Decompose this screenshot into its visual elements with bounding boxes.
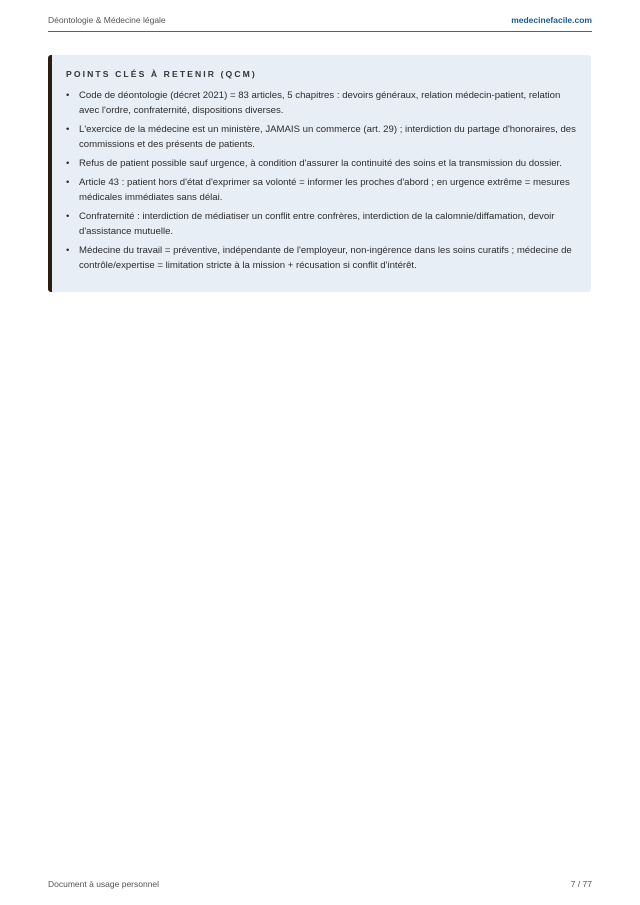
usage-note: Document à usage personnel	[48, 879, 160, 889]
bullet-icon: •	[66, 177, 70, 188]
page-header	[48, 0, 592, 32]
bullet-icon: •	[66, 211, 70, 222]
key-points-box	[48, 55, 591, 292]
key-point-item	[66, 175, 577, 205]
key-points-list	[66, 88, 577, 273]
key-point-item	[66, 122, 577, 152]
key-point-text: Refus de patient possible sauf urgence, à condition d'assurer la continuité des soins et la transmission du dossier.	[79, 158, 562, 169]
key-point-text: Médecine du travail = préventive, indépendante de l'employeur, non-ingérence dans les soins curatifs ; médecine de contrôle/expertise = limitation stricte à la mission + récusation si conflit d'intérêt.	[79, 245, 572, 271]
key-point-item	[66, 88, 577, 118]
key-point-text: L'exercice de la médecine est un ministère, JAMAIS un commerce (art. 29) ; interdiction du partage d'honoraires, des commissions et des présents de patients.	[79, 124, 576, 150]
page-footer	[48, 879, 592, 893]
key-point-item	[66, 209, 577, 239]
key-point-text: Confraternité : interdiction de médiatiser un conflit entre confrères, interdiction de la calomnie/diffamation, devoir d'assistance mutuelle.	[79, 211, 555, 237]
page-number: 7 / 77	[570, 879, 592, 889]
bullet-icon: •	[66, 90, 70, 101]
bullet-icon: •	[66, 245, 70, 256]
key-point-item	[66, 243, 577, 273]
key-point-text: Article 43 : patient hors d'état d'exprimer sa volonté = informer les proches d'abord ; en urgence extrême = mesures médicales immédiates sans délai.	[79, 177, 570, 203]
document-title: Déontologie & Médecine légale	[48, 15, 166, 25]
bullet-icon: •	[66, 158, 70, 169]
key-point-text: Code de déontologie (décret 2021) = 83 articles, 5 chapitres : devoirs généraux, relation médecin-patient, relation avec l'ordre, confraternité, dispositions diverses.	[79, 90, 561, 116]
site-name: medecinefacile.com	[511, 15, 592, 25]
key-point-item	[66, 156, 577, 171]
key-points-title: POINTS CLÉS À RETENIR (QCM)	[66, 69, 257, 79]
bullet-icon: •	[66, 124, 70, 135]
